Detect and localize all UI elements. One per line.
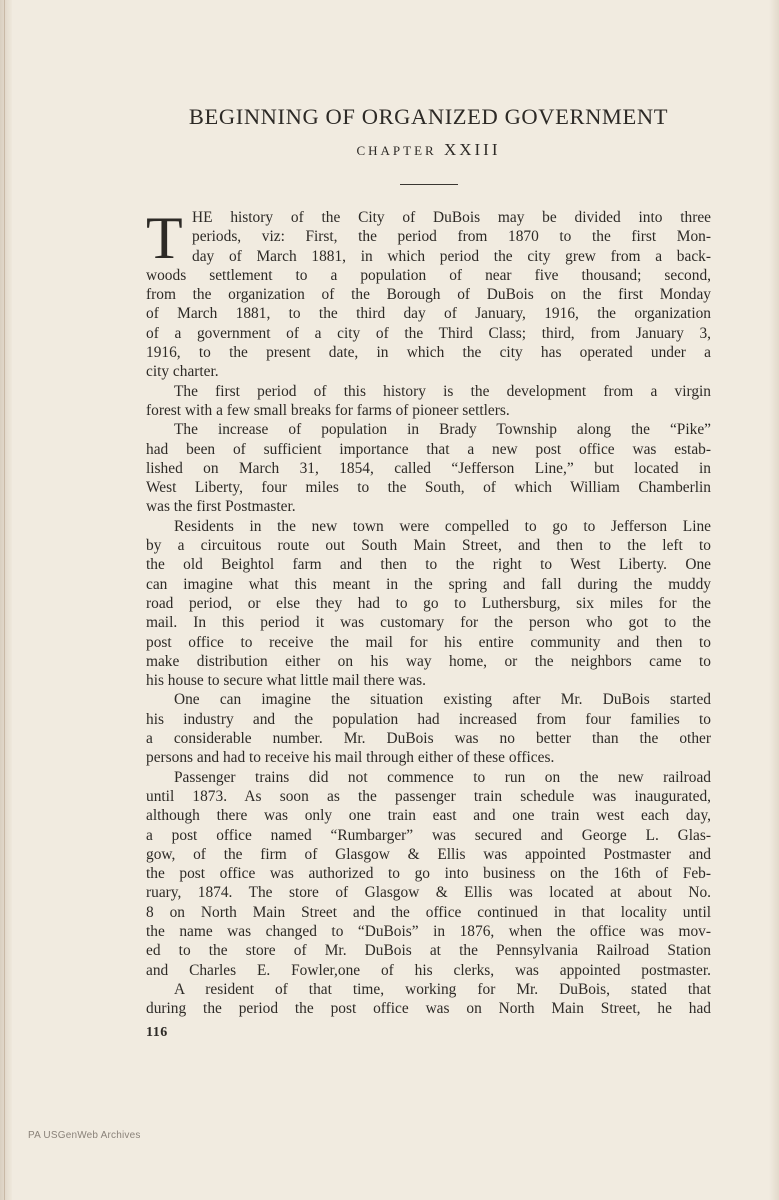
- text-line: his house to secure what little mail there was.: [146, 672, 426, 690]
- text-line: persons and had to receive his mail through either of these offices.: [146, 749, 555, 767]
- text-line: the name was changed to “DuBois” in 1876, when the office was mov-: [146, 922, 711, 940]
- text-line: by a circuitous route out South Main Street, and then to the left to: [146, 537, 711, 555]
- page-right-edge: [769, 0, 779, 1200]
- body-text: [146, 205, 711, 1018]
- text-line: a post office named “Rumbarger” was secured and George L. Glas-: [146, 826, 711, 844]
- text-line: ed to the store of Mr. DuBois at the Pennsylvania Railroad Station: [146, 942, 711, 960]
- text-line: HE history of the City of DuBois may be divided into three: [192, 209, 711, 226]
- text-line: the post office was authorized to go into business on the 16th of Feb-: [146, 865, 711, 883]
- text-line: Passenger trains did not commence to run on the new railroad: [174, 768, 711, 786]
- text-line: woods settlement to a population of near five thousand; second,: [146, 266, 711, 284]
- text-line: forest with a few small breaks for farms of pioneer settlers.: [146, 401, 510, 419]
- text-line: 8 on North Main Street and the office continued in that locality until: [146, 903, 711, 921]
- archive-watermark: PA USGenWeb Archives: [28, 1130, 141, 1141]
- text-line: of March 1881, to the third day of January, 1916, the organization: [146, 305, 711, 323]
- text-line: was the first Postmaster.: [146, 498, 296, 516]
- text-line: city charter.: [146, 363, 219, 381]
- text-line: during the period the post office was on North Main Street, he had: [146, 1000, 711, 1018]
- text-line: Residents in the new town were compelled to go to Jefferson Line: [174, 517, 711, 535]
- text-line: until 1873. As soon as the passenger train schedule was inaugurated,: [146, 787, 711, 805]
- text-line: mail. In this period it was customary for the person who got to the: [146, 614, 711, 632]
- page-number: 116: [146, 1025, 168, 1040]
- section-heading: BEGINNING OF ORGANIZED GOVERNMENT: [188, 104, 669, 129]
- text-line: 1916, to the present date, in which the city has operated under a: [146, 344, 711, 362]
- text-line: West Liberty, four miles to the South, of which William Chamberlin: [146, 479, 711, 497]
- text-line: a considerable number. Mr. DuBois was no better than the other: [146, 730, 711, 748]
- text-line: and Charles E. Fowler,one of his clerks, was appointed postmaster.: [146, 961, 711, 979]
- text-line: can imagine what this meant in the spring and fall during the muddy: [146, 575, 711, 593]
- text-line: day of March 1881, in which period the city grew from a back-: [192, 247, 711, 265]
- text-line: the old Beightol farm and then to the right to West Liberty. One: [146, 556, 711, 574]
- chapter-number: XXIII: [443, 140, 501, 159]
- text-line: make distribution either on his way home, or the neighbors came to: [146, 652, 711, 670]
- chapter-label: [146, 140, 711, 160]
- text-line: lished on March 31, 1854, called “Jefferson Line,” but located in: [146, 459, 711, 477]
- text-line: post office to receive the mail for his entire community and then to: [146, 633, 711, 651]
- text-line: The increase of population in Brady Township along the “Pike”: [174, 421, 711, 439]
- drop-cap: T: [146, 205, 183, 271]
- binding-line: [4, 0, 5, 1200]
- text-line: road period, or else they had to go to Luthersburg, six miles for the: [146, 594, 711, 612]
- text-line: The first period of this history is the development from a virgin: [174, 382, 711, 400]
- chapter-word: CHAPTER: [356, 143, 437, 158]
- text-line: of a government of a city of the Third Class; third, from January 3,: [146, 324, 711, 342]
- text-line: from the organization of the Borough of DuBois on the first Monday: [146, 286, 711, 304]
- text-line: A resident of that time, working for Mr. DuBois, stated that: [174, 980, 711, 998]
- text-line: although there was only one train east and one train west each day,: [146, 807, 711, 825]
- page-binding-edge: [0, 0, 12, 1200]
- text-line: One can imagine the situation existing after Mr. DuBois started: [174, 691, 711, 709]
- text-line: gow, of the firm of Glasgow & Ellis was appointed Postmaster and: [146, 845, 711, 863]
- text-line: had been of sufficient importance that a new post office was estab-: [146, 440, 711, 458]
- heading-divider: [400, 184, 458, 185]
- text-line: ruary, 1874. The store of Glasgow & Ellis was located at about No.: [146, 884, 711, 902]
- text-line: periods, viz: First, the period from 1870 to the first Mon-: [192, 228, 711, 246]
- text-line: his industry and the population had increased from four families to: [146, 710, 711, 728]
